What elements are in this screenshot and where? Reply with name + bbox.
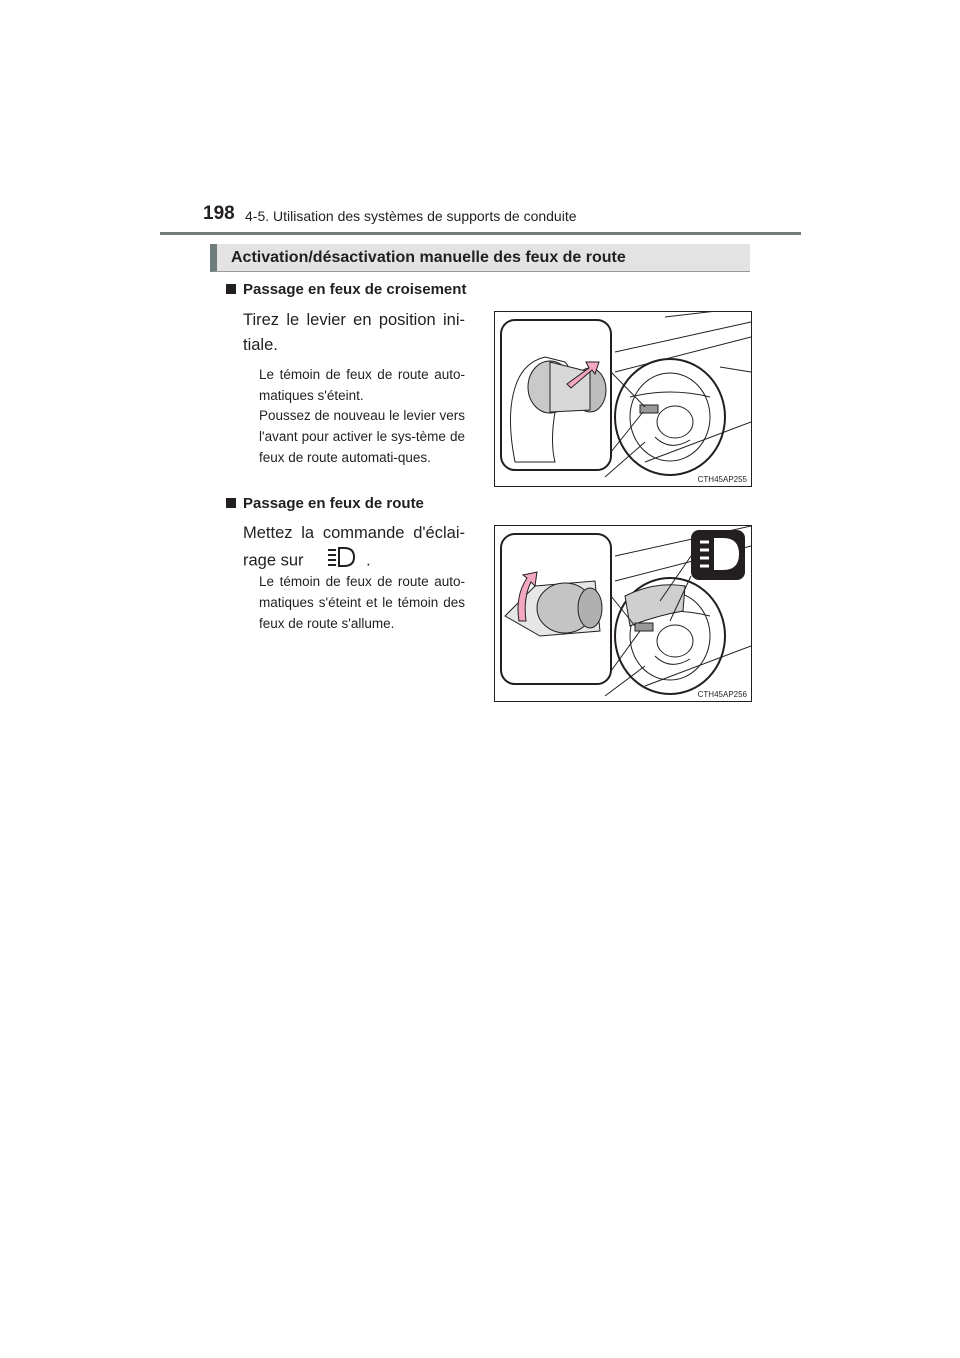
header-rule xyxy=(160,232,801,235)
high-beam-note: Le témoin de feux de route auto-matiques s'éteint et le témoin des feux de route s'allume. xyxy=(259,574,465,631)
high-beam-instruction xyxy=(243,521,465,576)
high-beam-heading xyxy=(226,495,424,512)
low-beam-heading-text: Passage en feux de croisement xyxy=(243,281,467,298)
square-bullet-icon xyxy=(226,498,236,508)
figure-pull-lever xyxy=(494,311,752,487)
figure-code: CTH45AP255 xyxy=(697,475,747,484)
figure-code: CTH45AP256 xyxy=(697,690,747,699)
low-beam-heading xyxy=(226,281,466,298)
chapter-title: 4-5. Utilisation des systèmes de supports de conduite xyxy=(245,208,577,224)
low-beam-instruction: Tirez le levier en position ini-tiale. xyxy=(243,311,465,354)
low-beam-note-2: Poussez de nouveau le levier vers l'avant pour activer le sys-tème de feux de route automati-ques. xyxy=(259,408,465,465)
figure-headlight-switch xyxy=(494,525,752,702)
high-beam-instruction-end: . xyxy=(366,551,371,570)
page-number: 198 xyxy=(203,203,235,224)
square-bullet-icon xyxy=(226,284,236,294)
section-heading-bar xyxy=(210,244,750,272)
dashboard-illustration-2 xyxy=(495,526,751,701)
section-title: Activation/désactivation manuelle des feux de route xyxy=(231,249,626,266)
dashboard-illustration-1 xyxy=(495,312,751,486)
low-beam-note-1: Le témoin de feux de route auto-matiques s'éteint. xyxy=(259,367,465,403)
high-beam-instruction-text: Mettez la commande d'éclai-rage sur xyxy=(243,524,465,570)
high-beam-heading-text: Passage en feux de route xyxy=(243,495,424,512)
